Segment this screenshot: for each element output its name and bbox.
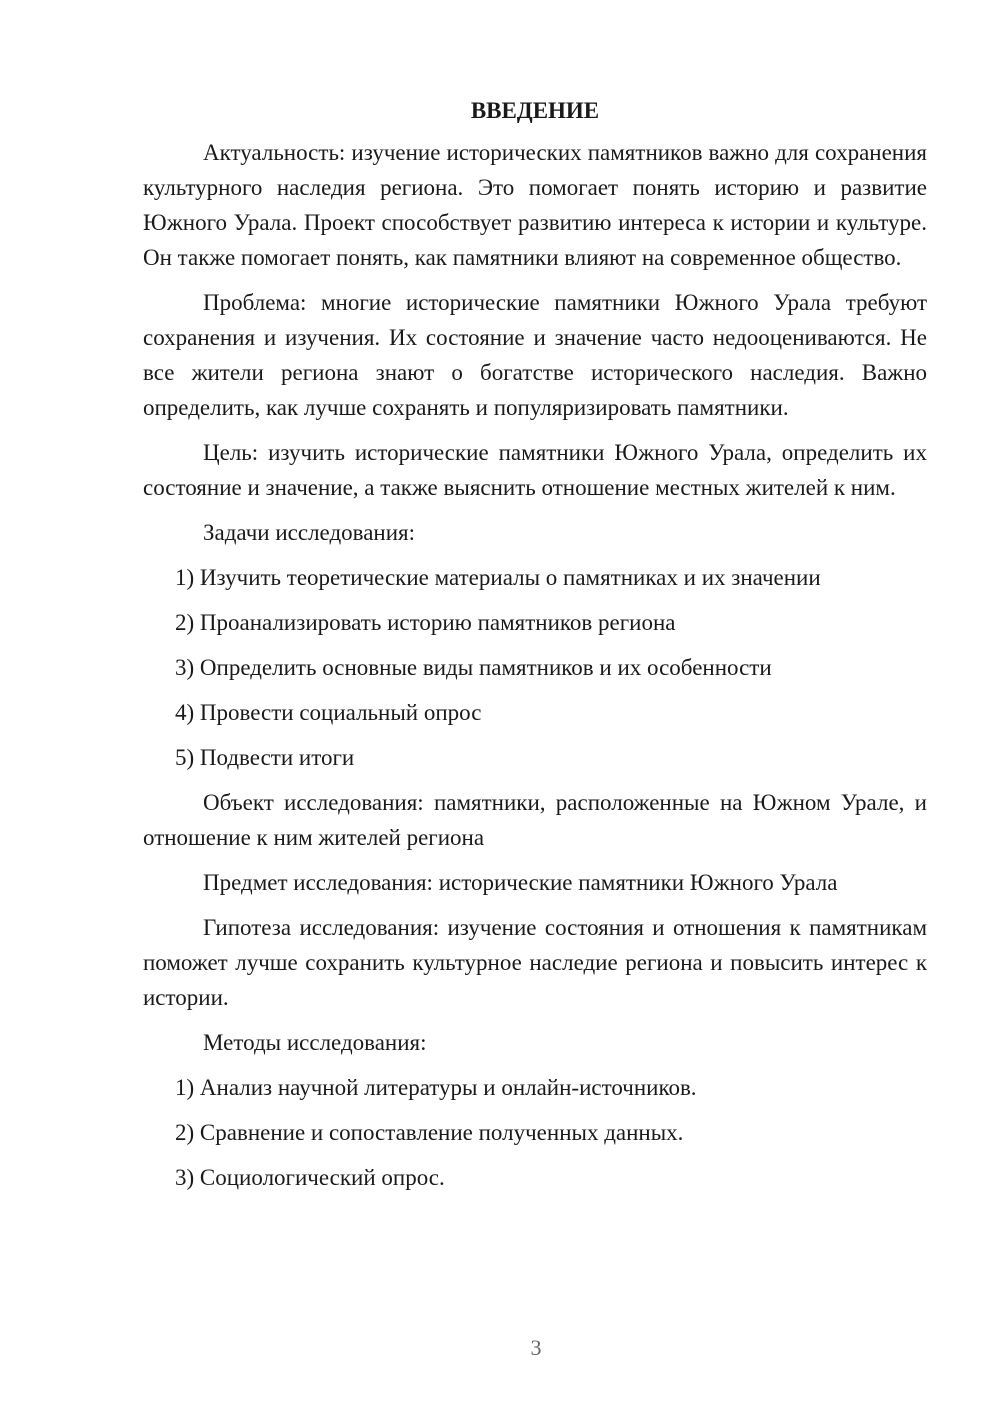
hypothesis-paragraph: Гипотеза исследования: изучение состояния и отношения к памятникам поможет лучше сохранить культурное наследие региона и повысить интерес к истории. <box>143 915 927 1010</box>
task-item: 4) Провести социальный опрос <box>175 700 482 725</box>
problem-paragraph: Проблема: многие исторические памятники Южного Урала требуют сохранения и изучения. Их состояние и значение часто недооцениваются. Не все жители региона знают о богатстве исторического наследия. Важно определить, как лучше сохранять и популяризировать памятники. <box>143 290 927 420</box>
relevance-paragraph: Актуальность: изучение исторических памятников важно для сохранения культурного наследия региона. Это помогает понять историю и развитие Южного Урала. Проект способствует развитию интереса к истории и культуре. Он также помогает понять, как памятники влияют на современное общество. <box>143 140 927 270</box>
object-paragraph: Объект исследования: памятники, расположенные на Южном Урале, и отношение к ним жителей региона <box>143 790 927 850</box>
page-number: 3 <box>530 1335 542 1360</box>
method-item: 1) Анализ научной литературы и онлайн-источников. <box>175 1075 697 1100</box>
tasks-heading: Задачи исследования: <box>203 520 416 545</box>
task-item: 3) Определить основные виды памятников и их особенности <box>175 655 772 680</box>
method-item: 3) Социологический опрос. <box>175 1165 445 1190</box>
goal-paragraph: Цель: изучить исторические памятники Южного Урала, определить их состояние и значение, а также выяснить отношение местных жителей к ним. <box>143 440 927 500</box>
tasks-list <box>143 560 927 775</box>
task-item: 5) Подвести итоги <box>175 745 355 770</box>
page-content <box>143 93 927 1205</box>
methods-heading: Методы исследования: <box>203 1030 427 1055</box>
subject-paragraph: Предмет исследования: исторические памятники Южного Урала <box>203 870 838 895</box>
task-item: 1) Изучить теоретические материалы о памятниках и их значении <box>175 565 821 590</box>
task-item: 2) Проанализировать историю памятников региона <box>175 610 676 635</box>
methods-list <box>143 1070 927 1195</box>
page-title: ВВЕДЕНИЕ <box>470 98 600 123</box>
method-item: 2) Сравнение и сопоставление полученных данных. <box>175 1120 684 1145</box>
